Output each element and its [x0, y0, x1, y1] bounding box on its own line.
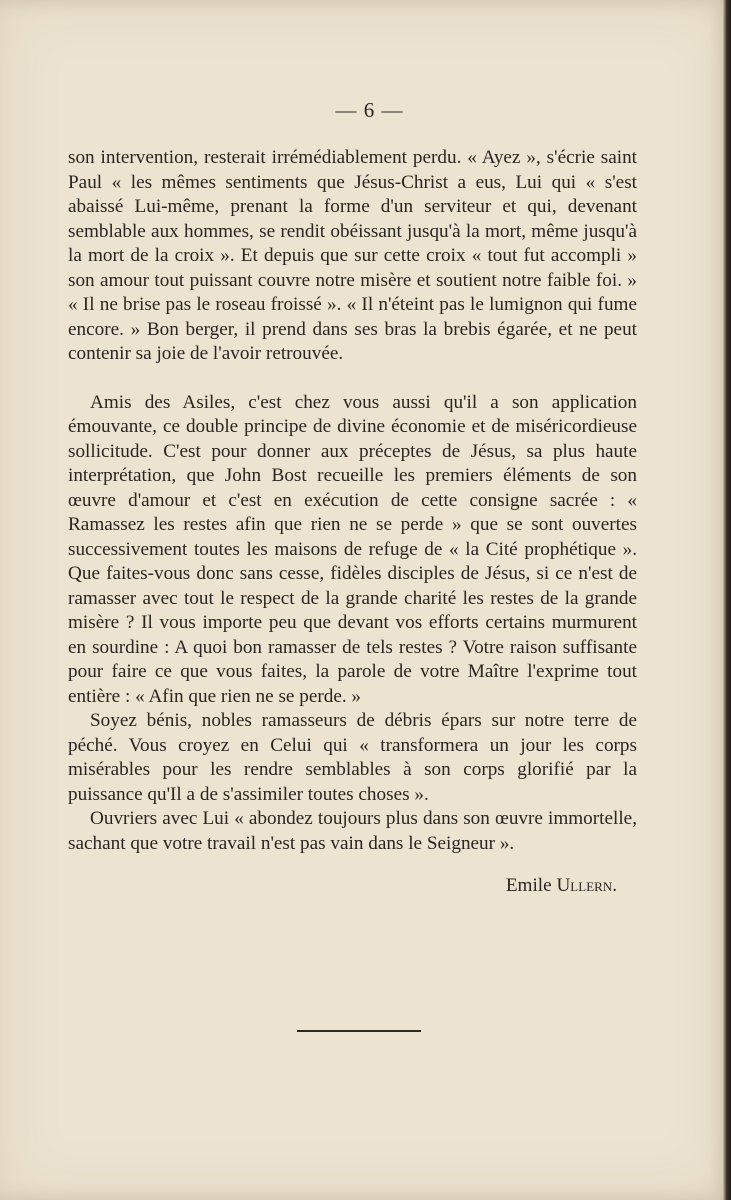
paragraph-2: Amis des Asiles, c'est chez vous aussi qu'il a son application émouvante, ce double principe de divine économie et de miséricordieuse sollicitude. C'est pour donner aux préceptes de Jésus, sa plus haute interprétation, que John Bost recueille les premiers éléments de son œuvre d'amour et c'est en exécution de cette consigne sacrée : « Ramassez les restes afin que rien ne se perde » que se sont ouvertes successivement toutes les maisons de refuge de « la Cité prophétique ». Que faites-vous donc sans cesse, fidèles disciples de Jésus, si ce n'est de ramasser avec tout le respect de la grande charité les restes de la grande misère ? Il vous importe peu que devant vos efforts certains murmurent en sourdine : A quoi bon ramasser de tels restes ? Votre raison suffisante pour faire ce que vous faites, la parole de votre Maître l'exprime tout entière : « Afin que rien ne se perde. » [68, 391, 637, 707]
body-text [68, 146, 637, 899]
closing-rule [297, 1030, 421, 1032]
signature [68, 874, 637, 899]
paragraph-gap [68, 367, 637, 391]
signature-last-name: Ullern. [556, 875, 617, 896]
book-spine [723, 0, 731, 1200]
paragraph-1: son intervention, resterait irrémédiablement perdu. « Ayez », s'écrie saint Paul « les mêmes sentiments que Jésus-Christ a eus, Lui qui « s'est abaissé Lui-même, prenant la forme d'un serviteur et qui, devenant semblable aux hommes, se rendit obéissant jusqu'à la mort, même jusqu'à la mort de la croix ». Et depuis que sur cette croix « tout fut accompli » son amour tout puissant couvre notre misère et soutient notre faible foi. » « Il ne brise pas le roseau froissé ». « Il n'éteint pas le lumignon qui fume encore. » Bon berger, il prend dans ses bras la brebis égarée, et ne peut contenir sa joie de l'avoir retrouvée. [68, 147, 637, 364]
signature-first-name: Emile [505, 875, 552, 896]
paragraph-3: Soyez bénis, nobles ramasseurs de débris épars sur notre terre de péché. Vous croyez en Celui qui « transformera un jour les corps misérables pour les rendre semblables à son corps glorifié par la puissance qu'Il a de s'assimiler toutes choses ». [68, 710, 637, 805]
page-number: — 6 — [335, 98, 404, 122]
paragraph-4: Ouvriers avec Lui « abondez toujours plus dans son œuvre immortelle, sachant que votre travail n'est pas vain dans le Seigneur ». [68, 808, 637, 854]
